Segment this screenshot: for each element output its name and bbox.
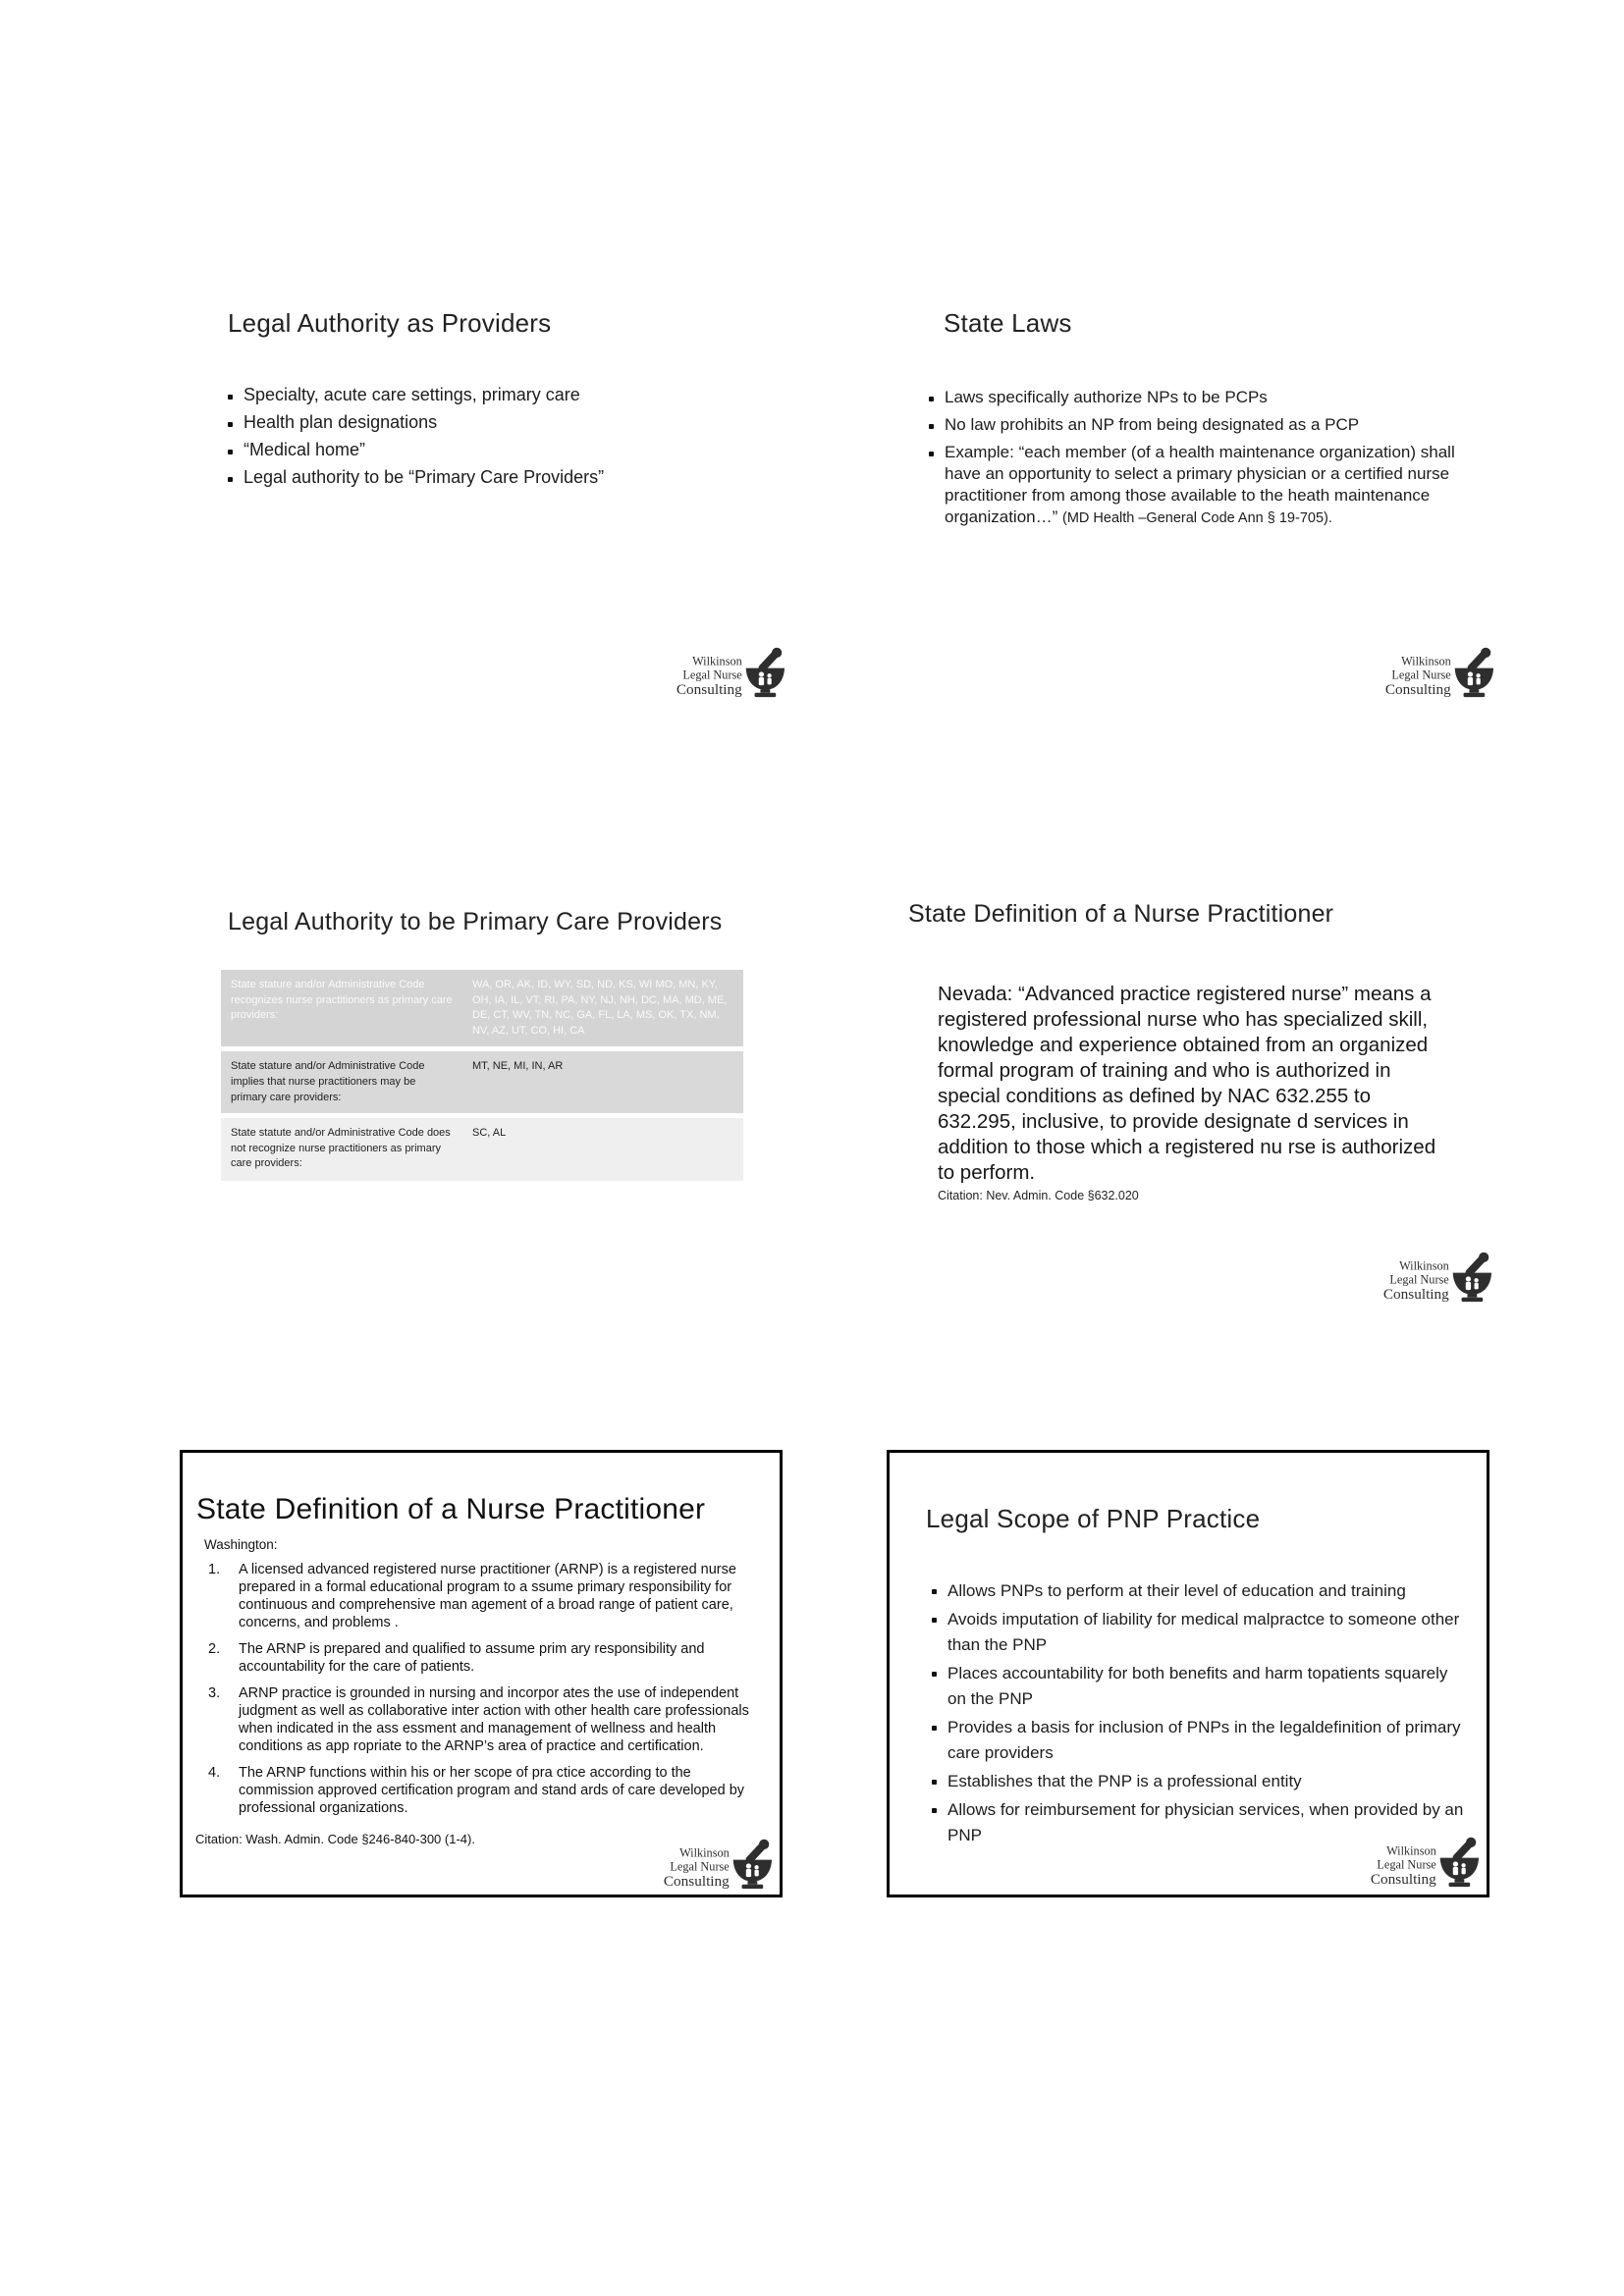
bullet-item: Specialty, acute care settings, primary care: [227, 385, 777, 404]
wilkinson-logo: [671, 646, 786, 704]
logo-text-line3: Consulting: [676, 681, 742, 699]
logo-text-line3: Consulting: [1382, 1286, 1449, 1304]
bullet-item: “Medical home”: [227, 440, 777, 459]
logo-text-line3: Consulting: [1370, 1871, 1436, 1889]
slide-state-definition-washington: [180, 1450, 783, 1897]
logo-text-line1: Wilkinson: [1386, 1843, 1436, 1858]
logo-text-line2: Legal Nurse: [682, 667, 742, 682]
table-row: [221, 1118, 743, 1181]
slide-content: [938, 982, 1436, 1202]
slide-title: State Definition of a Nurse Practitioner: [908, 900, 1334, 928]
bullet-item: Allows for reimbursement for physician services, when provided by an PNP: [931, 1797, 1466, 1848]
bullet-item: Legal authority to be “Primary Care Providers”: [227, 467, 777, 487]
slide-title: State Definition of a Nurse Practitioner: [196, 1493, 706, 1525]
item-text: A licensed advanced registered nurse practitioner (ARNP) is a registered nurse prepared in a formal educational program to a ssume primary responsibility for continuous and comprehensive man agement of a broad range of patient care, concerns, and problems .: [239, 1562, 736, 1630]
bullet-list: [227, 385, 777, 495]
slide-title: Legal Authority as Providers: [228, 308, 552, 338]
logo-text-line1: Wilkinson: [1401, 654, 1451, 668]
list-item: [208, 1640, 750, 1676]
example-citation: (MD Health –General Code Ann § 19-705).: [1062, 510, 1332, 526]
list-item: [208, 1684, 750, 1755]
bullet-item: Provides a basis for inclusion of PNPs in the legaldefinition of primary care providers: [931, 1715, 1466, 1766]
slide-title: State Laws: [944, 308, 1072, 338]
numbered-list: [208, 1561, 750, 1826]
slide-title: Legal Scope of PNP Practice: [926, 1504, 1261, 1533]
bullet-item: Places accountability for both benefits and harm topatients squarely on the PNP: [931, 1661, 1466, 1712]
logo-slot: [1380, 646, 1495, 704]
list-item: [208, 1561, 750, 1631]
item-number: 4.: [208, 1765, 221, 1781]
example-quote: Example: “each member (of a health maintenance organization) shall have an opportunity to select a primary physician or a certified nurse practitioner from among those available to the heath maintenance organization…”: [945, 443, 1455, 526]
item-text: The ARNP is prepared and qualified to assume prim ary responsibility and accountability for the care of patients.: [239, 1641, 705, 1675]
logo-text-line3: Consulting: [663, 1873, 730, 1891]
logo-text-line2: Legal Nurse: [670, 1859, 730, 1874]
wilkinson-logo: [1365, 1836, 1481, 1894]
slide-legal-scope-pnp: [887, 1450, 1489, 1897]
bullet-item: Allows PNPs to perform at their level of education and training: [931, 1578, 1466, 1604]
bullet-item: Health plan designations: [227, 412, 777, 432]
item-number: 2.: [208, 1641, 221, 1657]
state-subtitle: Washington:: [204, 1537, 278, 1552]
table-row: [221, 970, 743, 1046]
row-label-cell: State statute and/or Administrative Code does not recognize nurse practitioners as primary care providers:: [231, 1127, 451, 1170]
logo-text-line2: Legal Nurse: [1389, 1272, 1449, 1287]
mortar-pestle-icon: [746, 648, 785, 697]
citation-line: Citation: Nev. Admin. Code §632.020: [938, 1189, 1139, 1202]
wilkinson-logo: [1378, 1251, 1493, 1308]
slide-state-definition-nevada: [887, 856, 1489, 1304]
logo-text-line2: Legal Nurse: [1377, 1857, 1436, 1872]
slide-legal-authority-pcp: [180, 856, 783, 1304]
row-states-cell: WA, OR, AK, ID, WY, SD, ND, KS, WI MO, MN, KY, OH, IA, IL, VT, RI, PA, NY, NJ, NH, DC, MA, MD, ME, DE, CT, WV, TN, NC, GA, FL, LA, MS, OK, TX, NM, NV, AZ, UT, CO, HI, CA: [472, 979, 728, 1037]
logo-text-line1: Wilkinson: [679, 1845, 730, 1860]
wilkinson-logo: [658, 1838, 774, 1896]
bullet-item: Establishes that the PNP is a professional entity: [931, 1769, 1466, 1794]
bullet-item: Laws specifically authorize NPs to be PCPs: [928, 387, 1463, 408]
bullet-item: Avoids imputation of liability for medical malpractce to someone other than the PNP: [931, 1607, 1466, 1658]
slide-state-laws: [887, 263, 1489, 711]
slide-legal-authority-as-providers: [180, 263, 783, 711]
bullet-item: No law prohibits an NP from being designated as a PCP: [928, 414, 1463, 436]
states-table: [221, 970, 743, 1186]
slide-title: Legal Authority to be Primary Care Providers: [228, 908, 723, 935]
item-text: ARNP practice is grounded in nursing and incorpor ates the use of independent judgment as well as collaborative inter action with other health care professionals when indicated in the ass essment and management of wellness and health conditions as app ropriate to the ARNP’s area of practice and certification.: [239, 1685, 749, 1754]
row-label-cell: State stature and/or Administrative Code implies that nurse practitioners may be primary care providers:: [231, 1060, 425, 1103]
mortar-pestle-icon: [733, 1840, 772, 1889]
mortar-pestle-icon: [1455, 648, 1493, 697]
bullet-item: [928, 442, 1463, 529]
item-text: The ARNP functions within his or her scope of pra ctice according to the commission approved certification program and stand ards of care developed by professional organizations.: [239, 1765, 745, 1816]
logo-slot: [658, 1838, 774, 1896]
bullet-list: [931, 1578, 1466, 1851]
logo-text-line1: Wilkinson: [692, 654, 742, 668]
item-number: 1.: [208, 1562, 221, 1577]
logo-slot: [1365, 1836, 1481, 1894]
wilkinson-logo: [1380, 646, 1495, 704]
logo-text-line2: Legal Nurse: [1391, 667, 1451, 682]
logo-text-line1: Wilkinson: [1399, 1258, 1449, 1273]
logo-text-line3: Consulting: [1384, 681, 1451, 699]
mortar-pestle-icon: [1453, 1253, 1491, 1302]
table-row: [221, 1051, 743, 1113]
citation-line: Citation: Wash. Admin. Code §246-840-300 (1-4).: [195, 1832, 475, 1846]
bullet-list: [928, 387, 1463, 535]
row-states-cell: SC, AL: [472, 1127, 507, 1140]
logo-slot: [1378, 1251, 1493, 1308]
list-item: [208, 1764, 750, 1817]
item-number: 3.: [208, 1685, 221, 1701]
row-states-cell: MT, NE, MI, IN, AR: [472, 1060, 564, 1073]
row-label-cell: State stature and/or Administrative Code recognizes nurse practitioners as primary care providers:: [231, 979, 453, 1022]
definition-paragraph: Nevada: “Advanced practice registered nurse” means a registered professional nurse who has specialized skill, knowledge and experience obtained from an organized formal program of training and who is authorized in special conditions as defined by NAC 632.255 to 632.295, inclusive, to provide designate d services in addition to those which a registered nu rse is authorized to perform.: [938, 983, 1436, 1184]
mortar-pestle-icon: [1440, 1838, 1479, 1887]
logo-slot: [671, 646, 786, 704]
